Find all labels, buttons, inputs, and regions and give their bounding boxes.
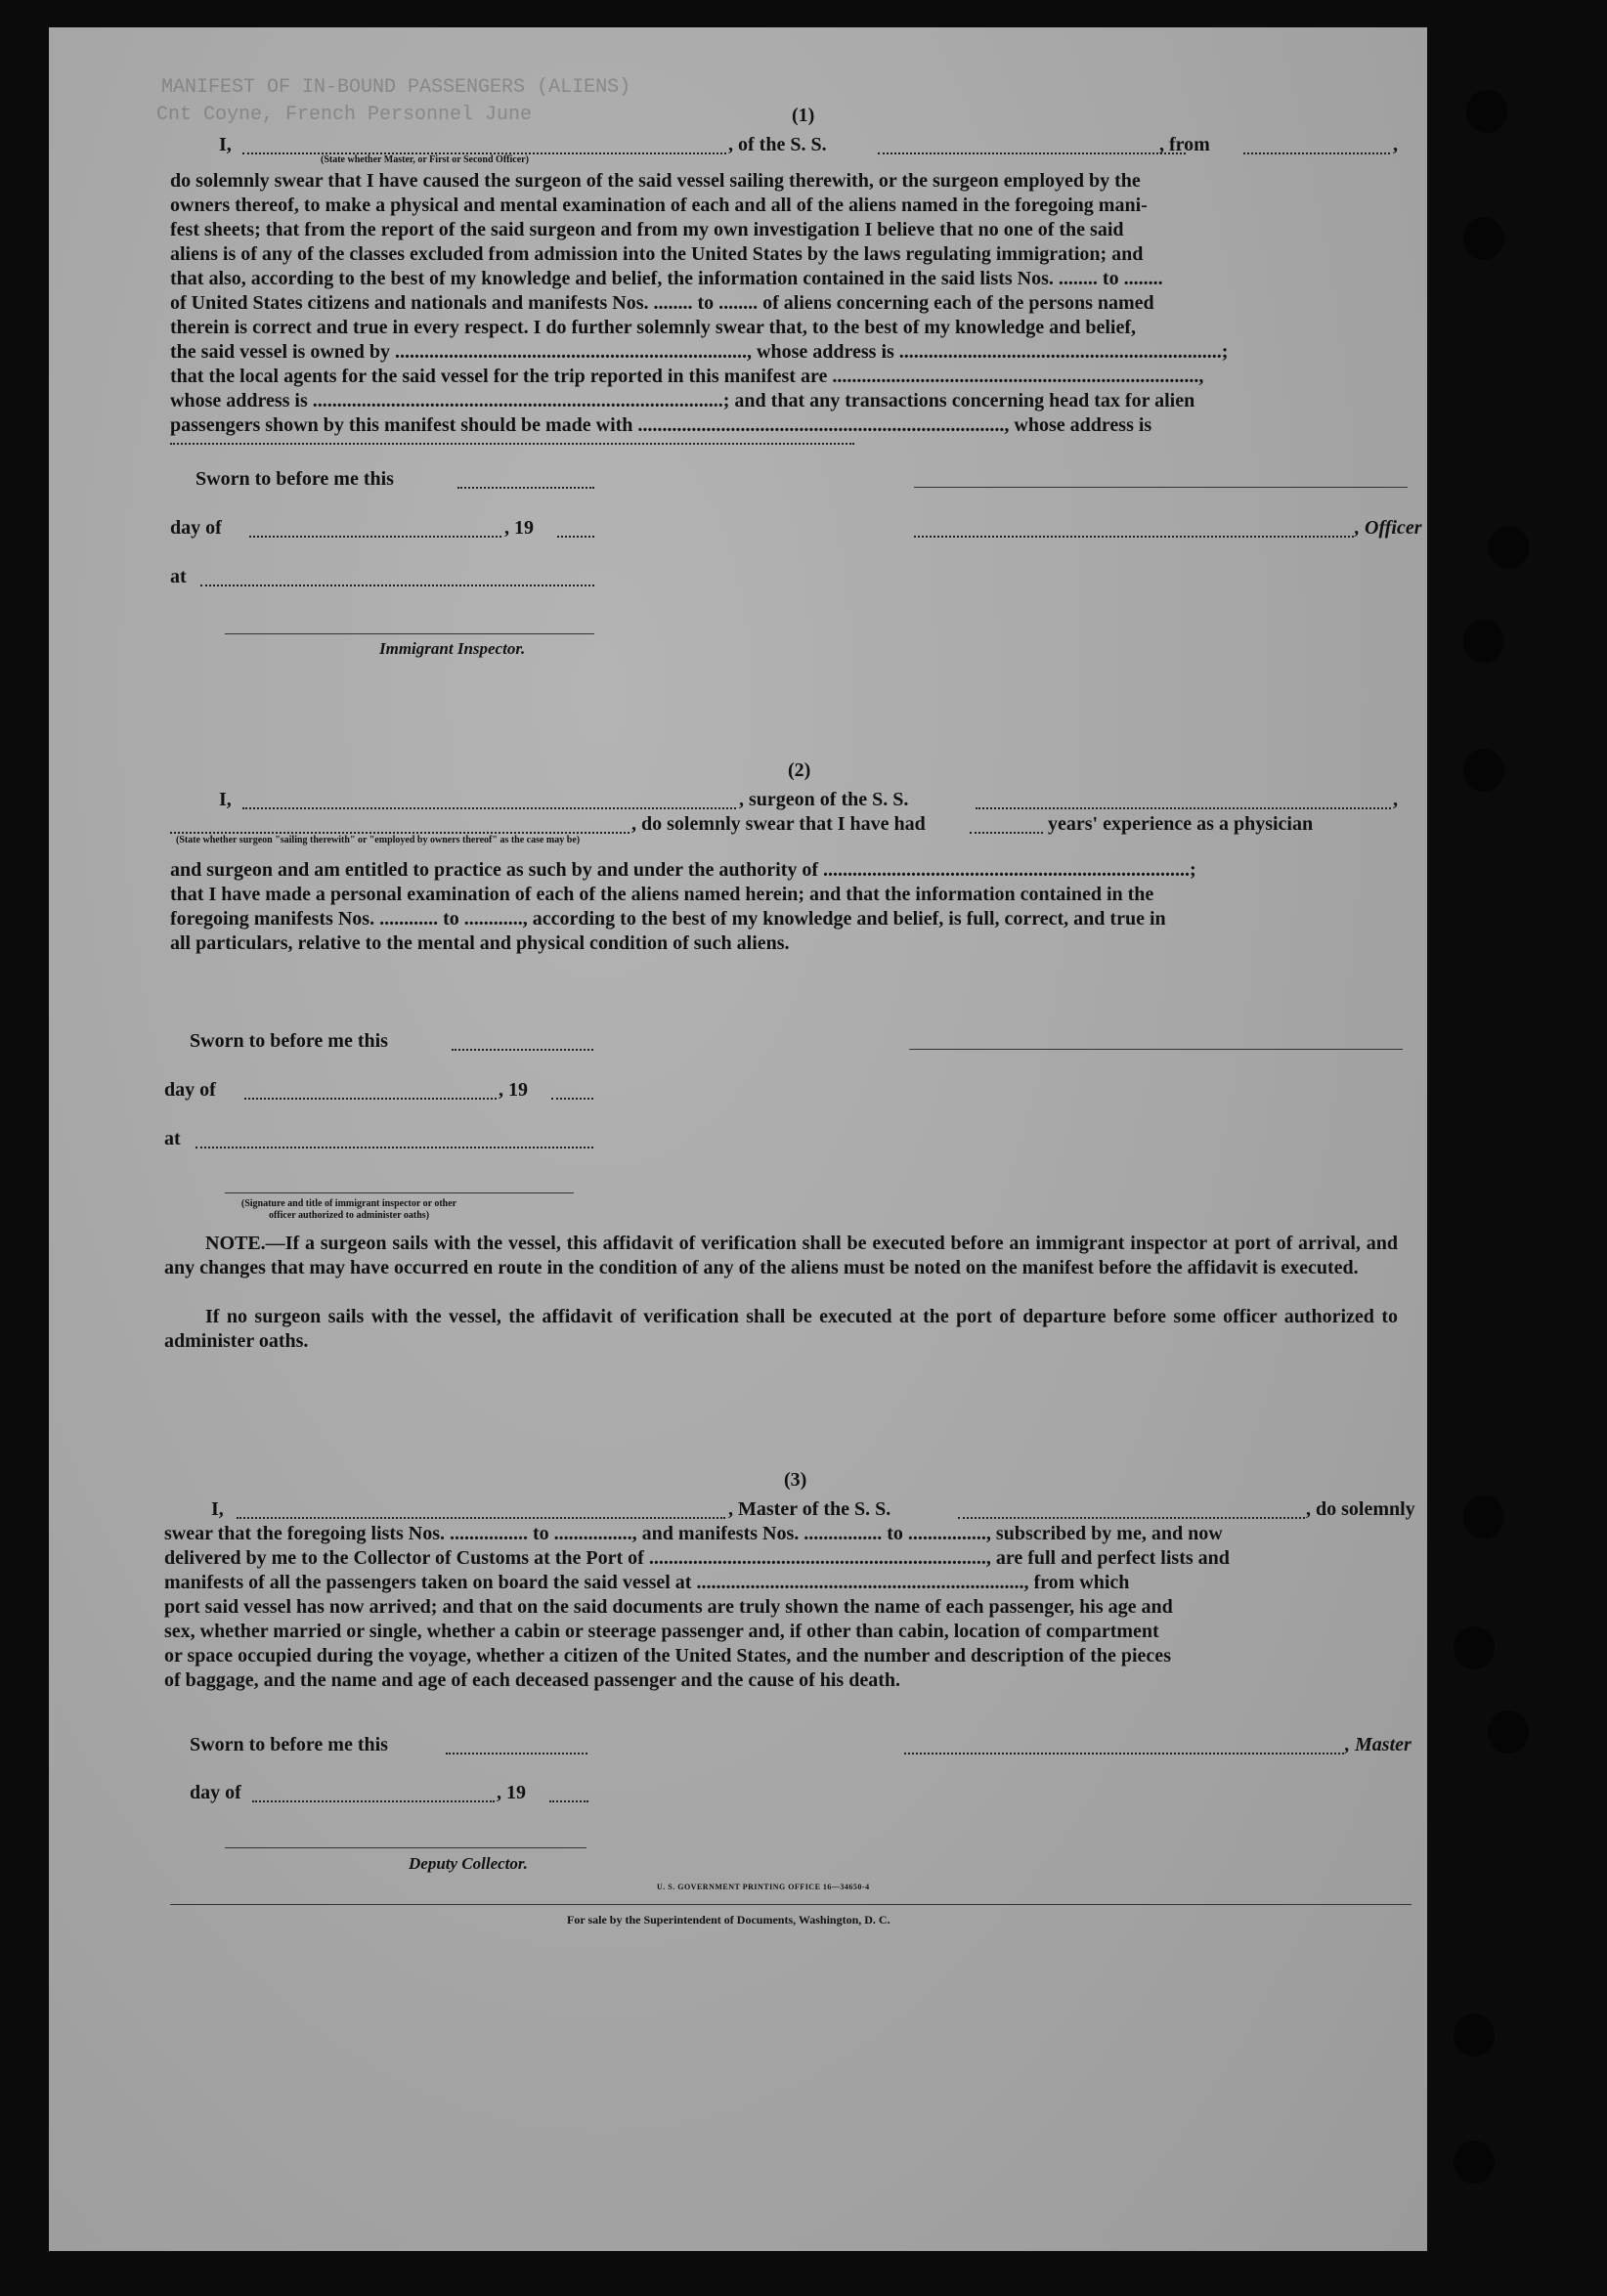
solemnly-swear-label: , do solemnly swear that I have had: [631, 813, 926, 835]
punch-hole: [1488, 526, 1529, 569]
punch-hole: [1488, 1711, 1529, 1754]
surgeon-body-line: all particulars, relative to the mental and physical condition of such aliens.: [170, 932, 790, 954]
head-tax-address-field[interactable]: [170, 443, 854, 445]
oath-body-line: do solemnly swear that I have caused the surgeon of the said vessel sailing therewith, or the surgeon employed by the: [170, 170, 1141, 192]
day-of-label: day of: [190, 1782, 241, 1803]
oath-body-line: that also, according to the best of my knowledge and belief, the information contained in the said lists Nos. ........ to ........: [170, 268, 1163, 289]
signature-title-note: (Signature and title of immigrant inspector or other officer authorized to administer oaths): [240, 1198, 457, 1221]
section-1-heading: (1): [792, 105, 815, 126]
collector-signature-line[interactable]: [225, 1847, 586, 1848]
officer-name-line[interactable]: [914, 536, 1354, 538]
do-solemnly-label: , do solemnly: [1306, 1498, 1415, 1520]
sworn-date-field[interactable]: [452, 1049, 593, 1051]
inspector-signature-line[interactable]: [225, 1192, 574, 1193]
from-label: , from: [1159, 134, 1210, 155]
years-experience-field[interactable]: [970, 832, 1043, 834]
master-vessel-field[interactable]: [958, 1517, 1305, 1519]
line-end-comma: ,: [1393, 134, 1398, 155]
day-of-label: day of: [164, 1079, 216, 1101]
bleed-through-text: Cnt Coyne, French Personnel June: [156, 104, 533, 126]
section-3-heading: (3): [784, 1469, 807, 1491]
at-place-field[interactable]: [200, 585, 594, 586]
note-text: If a surgeon sails with the vessel, this affidavit of verification shall be executed before an immigrant inspector at port of arrival, and any changes that may have occurred en route in the condition of any of the aliens must be noted on the manifest before the affidavit is executed.: [164, 1233, 1398, 1278]
departure-port-field[interactable]: [1243, 152, 1390, 154]
oath-body-line: aliens is of any of the classes excluded from admission into the United States by the laws regulating immigration; and: [170, 243, 1144, 265]
master-body-line: delivered by me to the Collector of Customs at the Port of ....................................................................., are full and perfect lists and: [164, 1547, 1230, 1569]
day-of-label: day of: [170, 517, 222, 539]
master-body-line: sex, whether married or single, whether a cabin or steerage passenger and, if other than cabin, location of compartment: [164, 1621, 1159, 1642]
surgeon-vessel-field[interactable]: [976, 807, 1391, 809]
punch-hole: [1463, 620, 1504, 663]
oath-i-label: I,: [219, 134, 232, 155]
punch-hole: [1466, 90, 1507, 133]
surgeon-body-line: and surgeon and am entitled to practice as such by and under the authority of ...........................................................................;: [170, 859, 1196, 881]
line-end-comma: ,: [1393, 789, 1398, 810]
oath-i-label: I,: [219, 789, 232, 810]
punch-hole: [1463, 217, 1504, 260]
year-label: , 19: [504, 517, 534, 539]
years-experience-label: years' experience as a physician: [1048, 813, 1314, 835]
manifest-page: [49, 27, 1427, 2251]
master-body-line: of baggage, and the name and age of each deceased passenger and the cause of his death.: [164, 1669, 900, 1691]
oath-body-line: the said vessel is owned by ........................................................................, whose address is ..................................................................;: [170, 341, 1229, 363]
master-signature-line[interactable]: [904, 1753, 1344, 1754]
year-field[interactable]: [557, 536, 594, 538]
oath-body-line: whose address is ....................................................................................; and that any transactions concerning head tax for alien: [170, 390, 1195, 412]
officer-signature-line[interactable]: [914, 487, 1408, 488]
master-of-ss-label: , Master of the S. S.: [728, 1498, 891, 1520]
oath-body-line: that the local agents for the said vessel for the trip reported in this manifest are ...........................................................................,: [170, 366, 1204, 387]
punch-hole: [1454, 2014, 1495, 2057]
at-label: at: [164, 1128, 181, 1149]
note-label: NOTE.—: [205, 1233, 285, 1254]
year-field[interactable]: [551, 1098, 593, 1100]
at-place-field[interactable]: [195, 1147, 593, 1148]
note-paragraph-2: If no surgeon sails with the vessel, the affidavit of verification shall be executed at the port of departure before some officer authorized to administer oaths.: [164, 1306, 1398, 1352]
surgeon-body-line: that I have made a personal examination of each of the aliens named herein; and that the information contained in the: [170, 884, 1154, 905]
year-field[interactable]: [549, 1800, 588, 1802]
at-label: at: [170, 566, 187, 587]
punch-hole: [1454, 1626, 1495, 1669]
footer-rule: [170, 1904, 1412, 1905]
punch-hole: [1463, 1495, 1504, 1538]
oath-body-line: passengers shown by this manifest should be made with ..........................................................................., whose address is: [170, 414, 1152, 436]
oath-body-line: of United States citizens and nationals and manifests Nos. ........ to ........ of aliens concerning each of the persons named: [170, 292, 1154, 314]
day-of-field[interactable]: [252, 1800, 495, 1802]
master-body-line: swear that the foregoing lists Nos. ................ to ................, and manifests Nos. ................ to ................, subscribed by me, and now: [164, 1523, 1223, 1544]
officer-label: , Officer: [1355, 517, 1422, 539]
oath-i-label: I,: [211, 1498, 224, 1520]
master-body-line: port said vessel has now arrived; and that on the said documents are truly shown the name of each passenger, his age and: [164, 1596, 1173, 1618]
oath-body-line: therein is correct and true in every respect. I do further solemnly swear that, to the best of my knowledge and belief,: [170, 317, 1137, 338]
master-label: , Master: [1345, 1734, 1412, 1755]
note-paragraph: [164, 1232, 1398, 1280]
day-of-field[interactable]: [249, 536, 501, 538]
oath-body-line: fest sheets; that from the report of the said surgeon and from my own investigation I believe that no one of the said: [170, 219, 1124, 240]
sworn-label: Sworn to before me this: [190, 1030, 388, 1052]
surgeon-signature-line[interactable]: [909, 1049, 1403, 1050]
section-2-heading: (2): [788, 759, 811, 781]
sale-line: For sale by the Superintendent of Documents, Washington, D. C.: [567, 1913, 890, 1927]
collector-label: Deputy Collector.: [409, 1854, 528, 1873]
bleed-through-text: MANIFEST OF IN-BOUND PASSENGERS (ALIENS): [161, 76, 631, 99]
punch-hole: [1454, 2141, 1495, 2184]
sworn-label: Sworn to before me this: [190, 1734, 388, 1755]
surgeon-of-ss-label: , surgeon of the S. S.: [739, 789, 909, 810]
officer-rank-note: (State whether Master, or First or Second Officer): [321, 154, 529, 165]
year-label: , 19: [499, 1079, 528, 1101]
oath-body-line: owners thereof, to make a physical and mental examination of each and all of the aliens named in the foregoing mani-: [170, 195, 1148, 216]
printing-office-line: U. S. GOVERNMENT PRINTING OFFICE 16—34650-4: [657, 1883, 870, 1891]
inspector-label: Immigrant Inspector.: [379, 639, 526, 658]
sworn-date-field[interactable]: [446, 1753, 587, 1754]
year-label: , 19: [497, 1782, 526, 1803]
master-name-field[interactable]: [237, 1517, 725, 1519]
master-body-line: or space occupied during the voyage, whether a citizen of the United States, and the number and description of the pieces: [164, 1645, 1171, 1667]
punch-hole: [1463, 749, 1504, 792]
surgeon-status-field[interactable]: [170, 832, 630, 834]
master-body-line: manifests of all the passengers taken on board the said vessel at ..................................................................., from which: [164, 1572, 1130, 1593]
vessel-name-field[interactable]: [878, 152, 1186, 154]
inspector-signature-line[interactable]: [225, 633, 594, 634]
of-ss-label: , of the S. S.: [728, 134, 827, 155]
sworn-label: Sworn to before me this: [195, 468, 394, 490]
surgeon-body-line: foregoing manifests Nos. ............ to ............, according to the best of my knowledge and belief, is full, correct, and true in: [170, 908, 1166, 930]
surgeon-status-note: (State whether surgeon "sailing therewith" or "employed by owners thereof" as the case may be): [176, 835, 581, 845]
sworn-date-field[interactable]: [457, 487, 594, 489]
day-of-field[interactable]: [244, 1098, 497, 1100]
surgeon-name-field[interactable]: [242, 807, 736, 809]
